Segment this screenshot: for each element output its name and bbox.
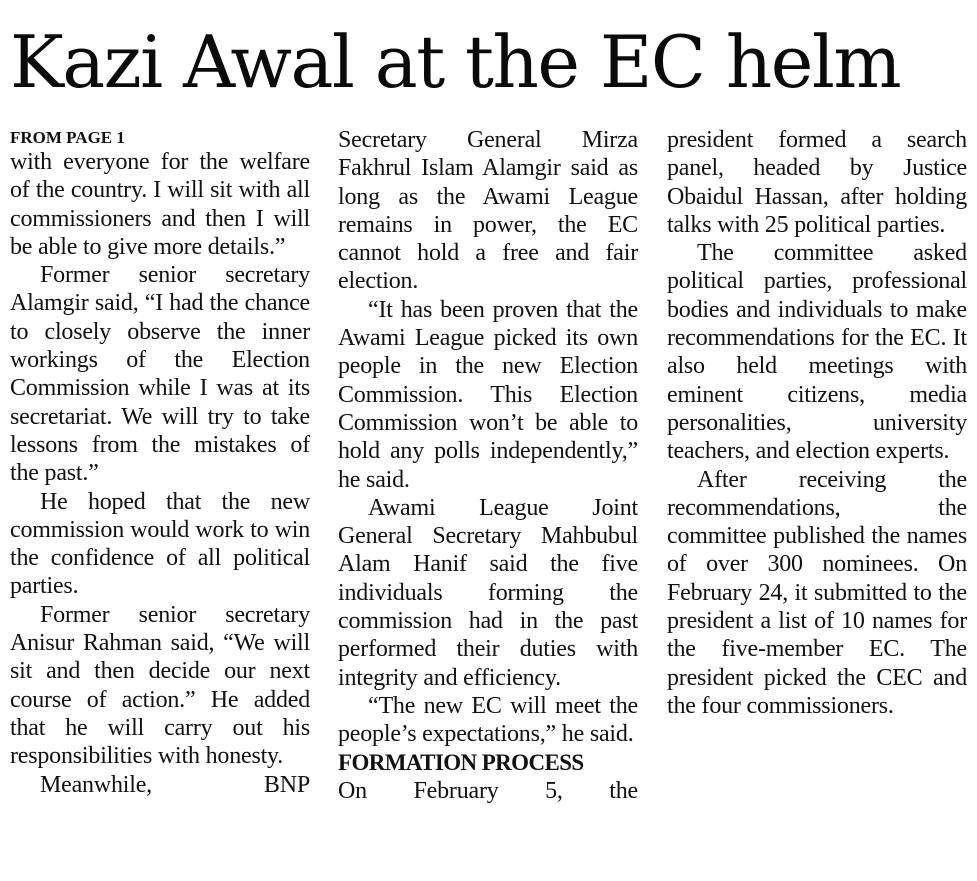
paragraph: Awami League Joint General Secretary Mahbubul Alam Hanif said the five individuals forming the commission had in the past performed their duties with integrity and efficiency.: [338, 494, 638, 691]
section-subhead: FORMATION PROCESS: [338, 749, 584, 775]
continuation-tag: FROM PAGE 1: [10, 128, 125, 147]
paragraph: On February 5, the: [338, 777, 638, 804]
article-column-3: [667, 126, 967, 720]
paragraph: He hoped that the new commission would work to win the confidence of all political parties.: [10, 488, 310, 600]
paragraph: “It has been proven that the Awami League picked its own people in the new Election Commission. This Election Commission won’t be able to hold any polls independently,” he said.: [338, 296, 638, 493]
paragraph: Former senior secretary Anisur Rahman said, “We will sit and then decide our next course of action.” He added that he will carry out his responsibilities with honesty.: [10, 601, 310, 770]
article-column-2: [338, 126, 638, 805]
paragraph: After receiving the recommendations, the committee published the names of over 300 nominees. On February 24, it submitted to the president a list of 10 names for the five-member EC. The president picked the CEC and the four commissioners.: [667, 466, 967, 719]
article-column-1: [10, 126, 310, 799]
paragraph: Former senior secretary Alamgir said, “I had the chance to closely observe the inner workings of the Election Commission while I was at its secretariat. We will try to take lessons from the mistakes of the past.”: [10, 262, 310, 487]
paragraph: president formed a search panel, headed by Justice Obaidul Hassan, after holding talks with 25 political parties.: [667, 127, 967, 238]
paragraph: Meanwhile, BNP: [40, 771, 310, 798]
paragraph: The committee asked political parties, professional bodies and individuals to make recommendations for the EC. It also held meetings with eminent citizens, media personalities, university teachers, and election experts.: [667, 240, 967, 465]
paragraph: with everyone for the welfare of the country. I will sit with all commissioners and then I will be able to give more details.”: [10, 149, 310, 260]
paragraph: Secretary General Mirza Fakhrul Islam Alamgir said as long as the Awami League remains in power, the EC cannot hold a free and fair election.: [338, 127, 638, 295]
headline: Kazi Awal at the EC helm: [10, 20, 901, 104]
paragraph: “The new EC will meet the people’s expectations,” he said.: [338, 692, 638, 748]
